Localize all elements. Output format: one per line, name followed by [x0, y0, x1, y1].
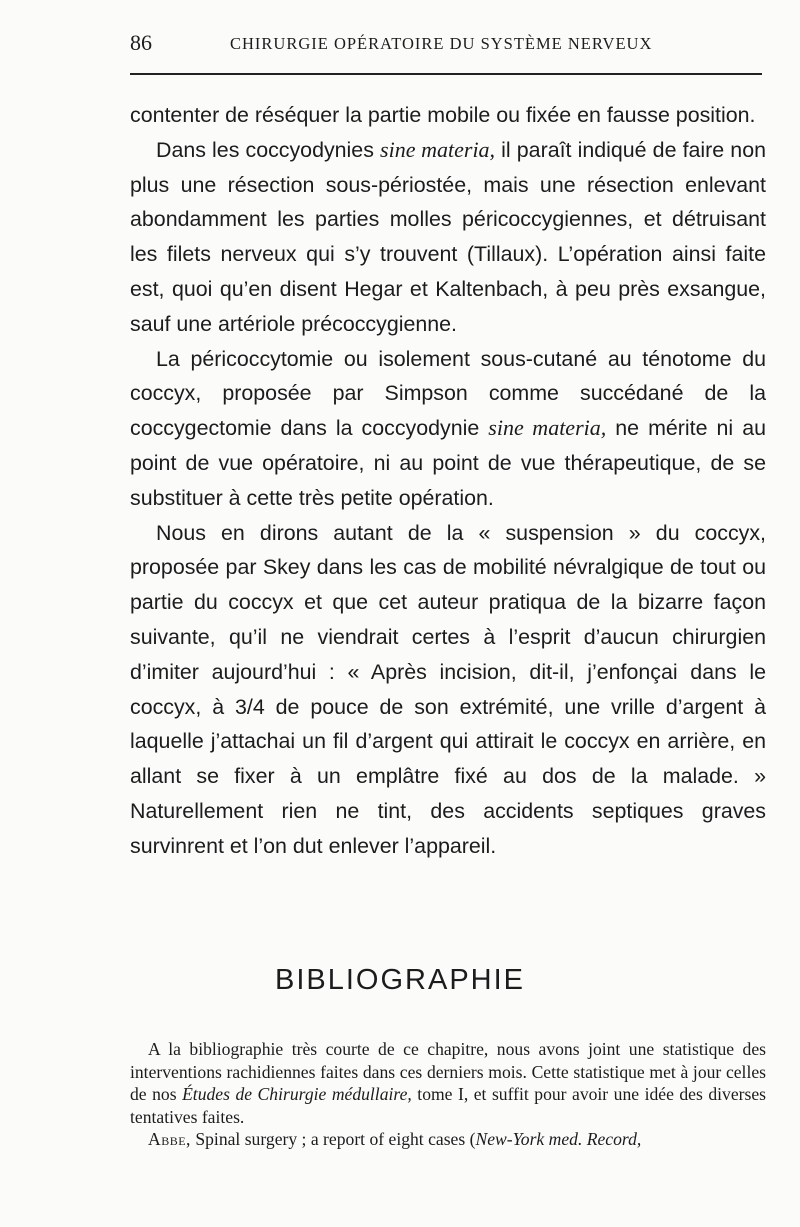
bibliography-entry-journal: New-York med. Record, [475, 1129, 642, 1150]
paragraph-3-italic: sine materia, [488, 415, 607, 441]
paragraph-3-start: La péricoccytomie ou isolement sous-cutané au ténotome du coccyx, proposée par Simpson comme succédané de la coccygectomie dans la coccyodynie [130, 346, 766, 441]
paragraph-2-start: Dans les coccyodynies [156, 137, 381, 162]
bibliography-text [130, 1038, 766, 1151]
paragraph-3 [130, 342, 766, 516]
paragraph-1: contenter de réséquer la partie mobile ou fixée en fausse position. [130, 103, 756, 127]
page-number: 86 [130, 30, 152, 55]
paragraph-2-end: il paraît indiqué de faire non plus une résection sous-périostée, mais une résection enlevant abondamment les parties molles péricoccygiennes, et détruisant les filets nerveux qui s’y trouvent (Tillaux). L’opération ainsi faite est, quoi qu’en disent Hegar et Kaltenbach, à peu près exsangue, sauf une artériole précoccygienne. [130, 137, 766, 336]
bibliography-entry-text: Spinal surgery ; a report of eight cases ( [190, 1129, 476, 1150]
header-rule [130, 73, 762, 75]
running-title: CHIRURGIE OPÉRATOIRE DU SYSTÈME NERVEUX [230, 34, 653, 53]
paragraph-2-italic: sine materia, [380, 136, 496, 162]
main-text [130, 98, 766, 864]
paragraph-4: Nous en dirons autant de la « suspension » du coccyx, proposée par Skey dans les cas de mobilité névralgique de tout ou partie du coccyx et que cet auteur pratiqua de la bizarre façon suivante, qu’il ne viendrait certes à l’esprit d’aucun chirurgien d’imiter aujourd’hui : « Après incision, dit-il, j’enfonçai dans le coccyx, à 3/4 de pouce de son extrémité, une vrille d’argent à laquelle j’attachai un fil d’argent qui attirait le coccyx en arrière, en allant se fixer à un emplâtre fixé au dos de la malade. » Naturellement rien ne tint, des accidents septiques graves survinrent et l’on dut enlever l’appareil. [130, 520, 766, 858]
bibliography-entry [130, 1128, 766, 1151]
bibliography-heading: BIBLIOGRAPHIE [274, 964, 525, 996]
bibliography-intro [130, 1038, 766, 1128]
bibliography-entry-author: Abbe, [148, 1129, 191, 1150]
page-header [130, 30, 762, 62]
bibliography-intro-start: A la bibliographie très courte de ce chapitre, nous avons joint une statistique des interventions rachidiennes faites dans ces derniers mois. Cette statistique met à jour celles de nos [130, 1039, 766, 1105]
paragraph-3-end: ne mérite ni au point de vue opératoire, ni au point de vue thérapeutique, de se substituer à cette très petite opération. [130, 416, 766, 510]
bibliography-intro-end: tome I, et suffit pour avoir une idée des diverses tentatives faites. [130, 1084, 766, 1127]
paragraph-2 [130, 133, 766, 342]
bibliography-intro-italic: Études de Chirurgie médullaire, [182, 1084, 412, 1105]
